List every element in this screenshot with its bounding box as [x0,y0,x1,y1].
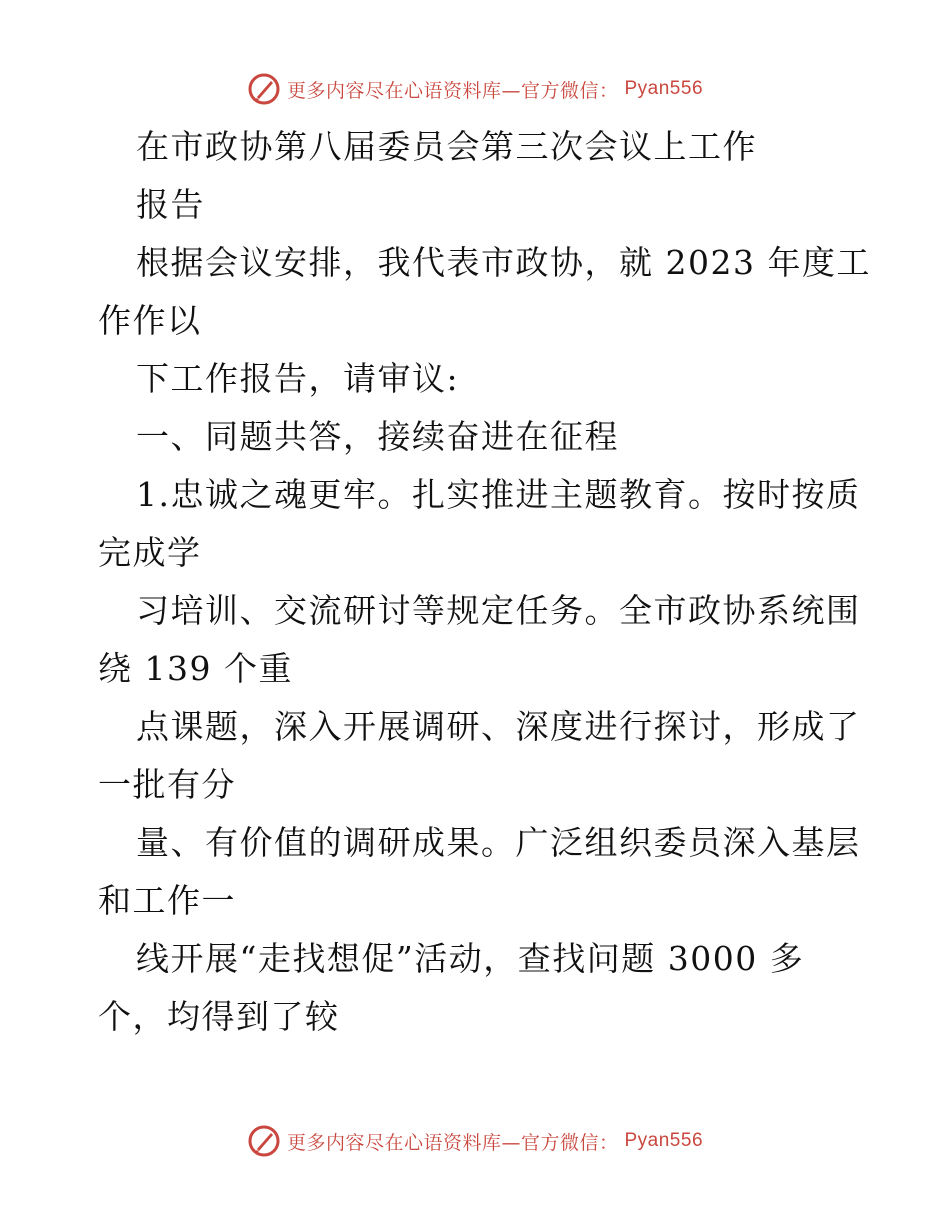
quill-pen-seal-icon [247,72,281,106]
title-line-1: 在市政协第八届委员会第三次会议上工作 [136,127,757,166]
paragraph-line: 完成学 [98,533,202,572]
paragraph-line: 绕 139 个重 [98,649,293,688]
paragraph-line: 量、有价值的调研成果。广泛组织委员深入基层 [136,823,861,862]
paragraph-line: 习培训、交流研讨等规定任务。全市政协系统围 [136,591,861,630]
watermark-wechat-id: Pyan556 [624,78,704,99]
paragraph-line: 和工作一 [98,881,236,920]
section-heading: 一、同题共答，接续奋进在征程 [136,417,619,456]
paragraph-line: 下工作报告，请审议: [136,359,460,398]
footer-watermark [0,1124,950,1158]
paragraph-line: 点课题，深入开展调研、深度进行探讨，形成了 [136,707,861,746]
paragraph-line: 1.忠诚之魂更牢。扎实推进主题教育。按时按质 [136,475,861,514]
paragraph-line: 线开展“走找想促”活动，查找问题 3000 多 [136,939,805,978]
paragraph-line: 根据会议安排，我代表市政协，就 2023 年度工 [136,243,871,282]
quill-pen-seal-icon [247,1124,281,1158]
paragraph-line: 作作以 [98,301,202,340]
paragraph-line: 个，均得到了较 [98,997,340,1036]
document-body [98,118,871,1046]
watermark-text: 更多内容尽在心语资料库—官方微信： [286,1131,619,1154]
title-line-2: 报告 [136,185,205,224]
header-watermark [0,72,950,106]
watermark-wechat-id: Pyan556 [624,1130,704,1151]
watermark-text: 更多内容尽在心语资料库—官方微信： [286,79,619,102]
paragraph-line: 一批有分 [98,765,236,804]
